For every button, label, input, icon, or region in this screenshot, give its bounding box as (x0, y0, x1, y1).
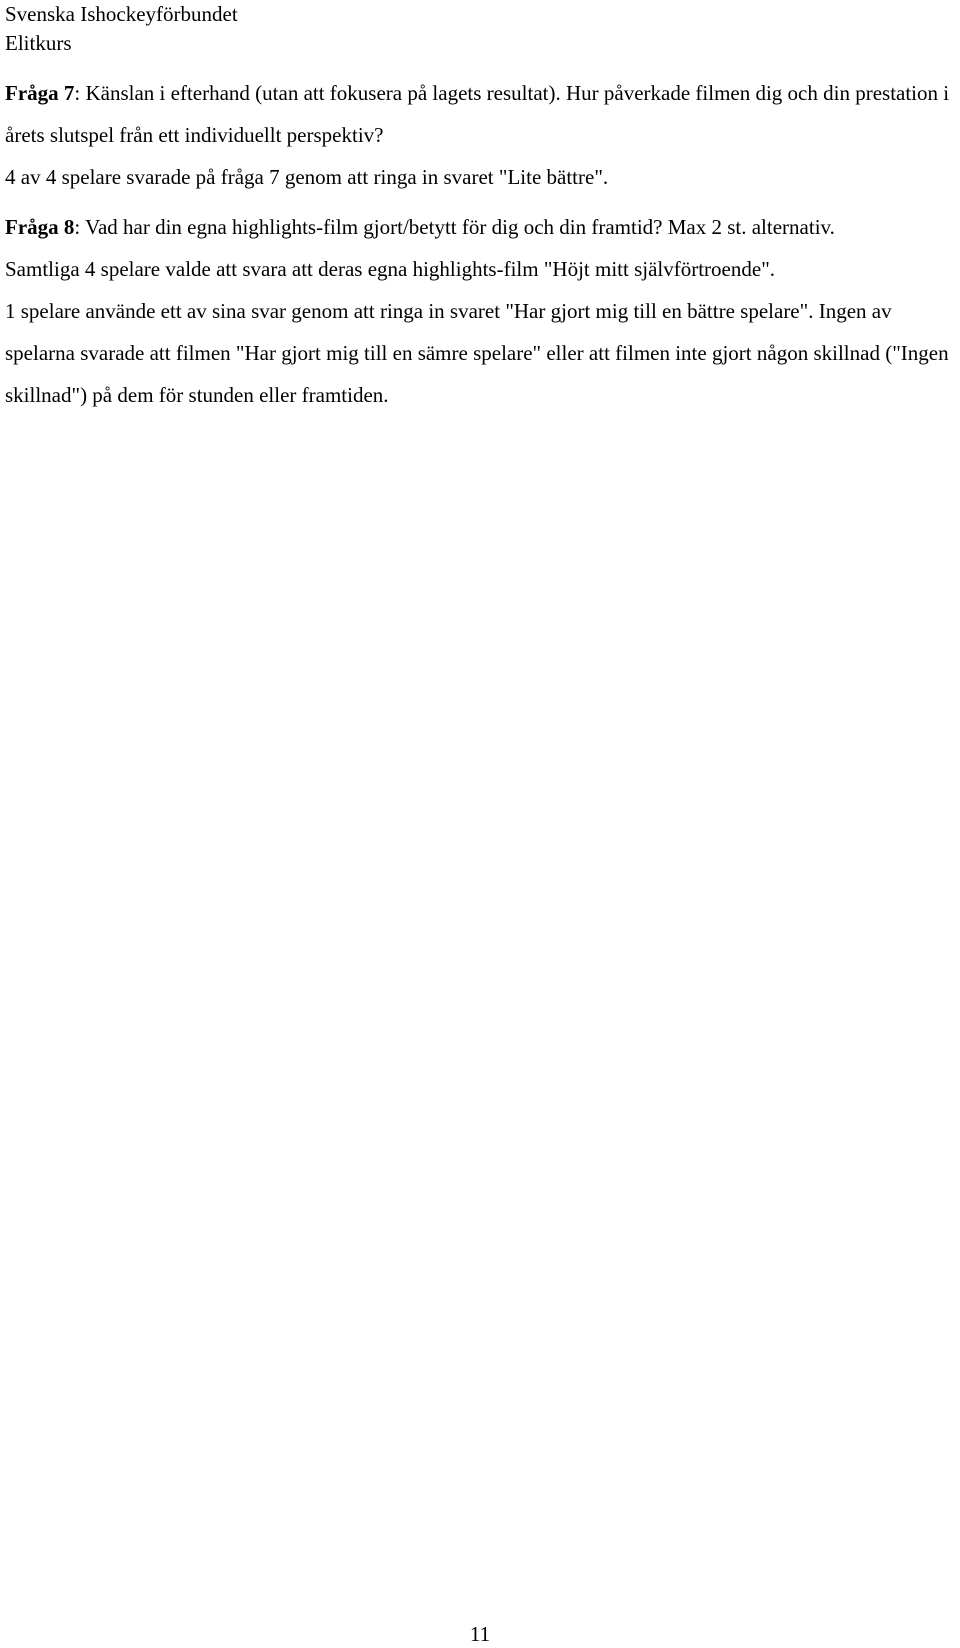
document-body (5, 72, 955, 416)
page-header (5, 0, 238, 58)
answer-8-paragraph-1: Samtliga 4 spelare valde att svara att deras egna highlights-film "Höjt mitt självförtroende". (5, 257, 776, 281)
answer-8-paragraph-2: 1 spelare använde ett av sina svar genom att ringa in svaret "Har gjort mig till en bättre spelare". Ingen av spelarna svarade att filmen "Har gjort mig till en sämre spelare" eller att filmen inte gjort någon skillnad ("Ingen skillnad") på dem för stunden eller framtiden. (5, 299, 949, 407)
question-7 (5, 72, 955, 156)
page-number: 11 (469, 1622, 491, 1646)
header-course: Elitkurs (5, 31, 72, 55)
header-organization: Svenska Ishockeyförbundet (5, 2, 238, 26)
question-8-text: : Vad har din egna highlights-film gjort/betytt för dig och din framtid? Max 2 st. alternativ. (74, 215, 835, 239)
question-8-label: Fråga 8 (5, 215, 75, 239)
question-7-label: Fråga 7 (5, 81, 75, 105)
question-7-text: : Känslan i efterhand (utan att fokusera på lagets resultat). Hur påverkade filmen dig och din prestation i årets slutspel från ett individuellt perspektiv? (5, 81, 950, 147)
question-8 (5, 206, 955, 248)
answer-7: 4 av 4 spelare svarade på fråga 7 genom att ringa in svaret "Lite bättre". (5, 165, 609, 189)
